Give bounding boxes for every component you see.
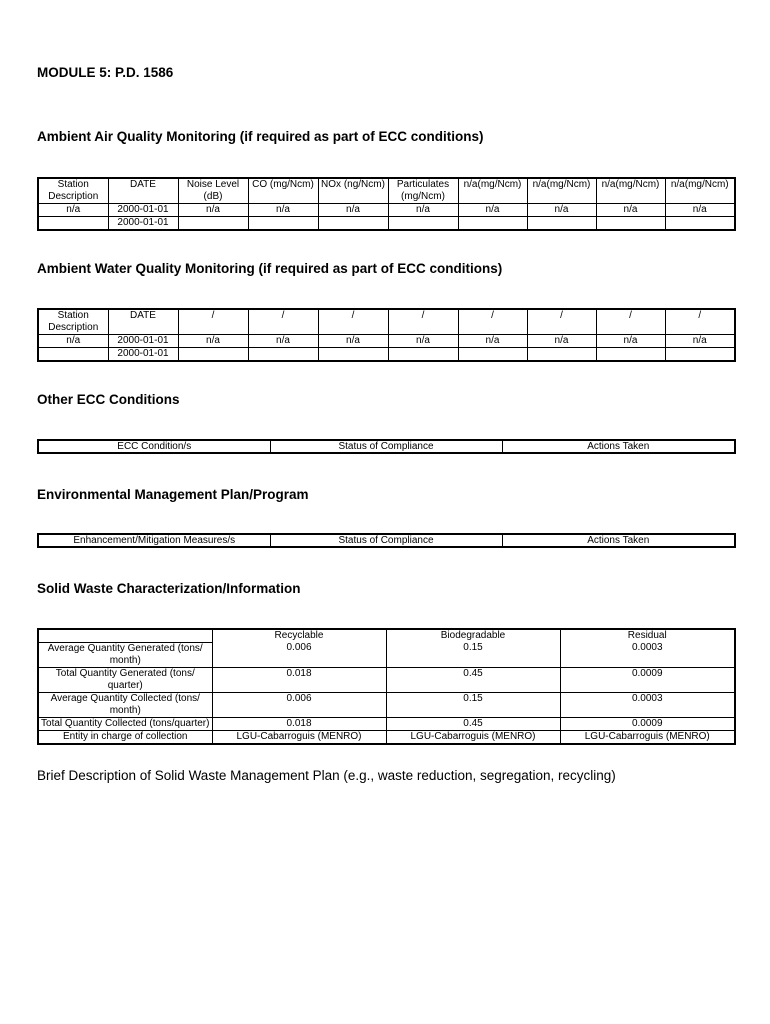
header-cell: / xyxy=(248,309,318,335)
header-cell: / xyxy=(388,309,458,335)
ecc-body xyxy=(38,440,735,453)
table-cell xyxy=(38,217,108,231)
table-cell: 0.006 xyxy=(212,642,386,667)
table-cell xyxy=(248,348,318,362)
header-cell: Station Description xyxy=(38,178,108,204)
table-cell: n/a xyxy=(178,204,248,217)
table-cell: n/a xyxy=(38,204,108,217)
table-cell: n/a xyxy=(388,335,458,348)
table-cell xyxy=(596,217,665,231)
header-cell: Actions Taken xyxy=(502,440,735,453)
air-quality-heading: Ambient Air Quality Monitoring (if required as part of ECC conditions) xyxy=(37,129,484,144)
table-cell: 2000-01-01 xyxy=(108,204,178,217)
header-cell: n/a(mg/Ncm) xyxy=(527,178,596,204)
table-row xyxy=(38,335,735,348)
table-row xyxy=(38,667,735,692)
header-cell: DATE xyxy=(108,178,178,204)
emp-heading: Environmental Management Plan/Program xyxy=(37,487,309,502)
table-row xyxy=(38,692,735,717)
table-cell: 0.018 xyxy=(212,667,386,692)
header-cell xyxy=(38,629,212,642)
row-label xyxy=(38,692,212,717)
table-row xyxy=(38,730,735,744)
header-cell: / xyxy=(178,309,248,335)
header-cell: / xyxy=(596,309,665,335)
table-row xyxy=(38,217,735,231)
row-label: Average Quantity Generated (tons/ month) xyxy=(38,642,212,667)
table-cell: 0.15 xyxy=(386,692,560,717)
table-cell: n/a xyxy=(318,204,388,217)
water-quality-body xyxy=(38,309,735,361)
table-header-row xyxy=(38,534,735,547)
table-cell xyxy=(178,217,248,231)
table-cell: 0.0009 xyxy=(560,667,735,692)
table-row xyxy=(38,348,735,362)
table-cell: 0.15 xyxy=(386,642,560,667)
table-cell: n/a xyxy=(388,204,458,217)
row-label-text: Average Quantity Collected (tons/ month) xyxy=(50,692,200,716)
header-cell: CO (mg/Ncm) xyxy=(248,178,318,204)
row-label: Entity in charge of collection xyxy=(38,730,212,744)
header-cell: Residual xyxy=(560,629,735,642)
table-cell: 0.018 xyxy=(212,717,386,730)
ecc-table xyxy=(37,439,736,454)
solid-waste-body xyxy=(38,629,735,744)
header-cell: n/a(mg/Ncm) xyxy=(596,178,665,204)
table-cell: 0.0003 xyxy=(560,692,735,717)
table-cell: 0.45 xyxy=(386,717,560,730)
table-cell xyxy=(318,348,388,362)
solid-waste-heading: Solid Waste Characterization/Information xyxy=(37,581,301,596)
air-quality-table xyxy=(37,177,736,231)
solid-waste-table xyxy=(37,628,736,745)
header-cell: n/a(mg/Ncm) xyxy=(665,178,735,204)
header-cell: DATE xyxy=(108,309,178,335)
module-title: MODULE 5: P.D. 1586 xyxy=(37,65,174,80)
row-label: Total Quantity Generated (tons/ quarter) xyxy=(38,667,212,692)
air-quality-body xyxy=(38,178,735,230)
header-cell: / xyxy=(527,309,596,335)
table-row xyxy=(38,642,735,667)
table-cell xyxy=(318,217,388,231)
table-cell: 0.006 xyxy=(212,692,386,717)
table-cell xyxy=(458,348,527,362)
header-cell: n/a(mg/Ncm) xyxy=(458,178,527,204)
table-cell: n/a xyxy=(248,204,318,217)
table-header-row xyxy=(38,309,735,335)
table-cell xyxy=(665,348,735,362)
table-cell: n/a xyxy=(318,335,388,348)
table-cell xyxy=(527,348,596,362)
table-cell xyxy=(178,348,248,362)
table-header-row xyxy=(38,440,735,453)
header-cell: Particulates (mg/Ncm) xyxy=(388,178,458,204)
water-quality-table xyxy=(37,308,736,362)
header-cell: Recyclable xyxy=(212,629,386,642)
table-cell: 0.0003 xyxy=(560,642,735,667)
table-header-row xyxy=(38,629,735,642)
table-cell: n/a xyxy=(665,204,735,217)
header-cell: ECC Condition/s xyxy=(38,440,270,453)
table-cell: LGU-Cabarroguis (MENRO) xyxy=(212,730,386,744)
table-cell: n/a xyxy=(665,335,735,348)
header-cell: / xyxy=(318,309,388,335)
table-cell: n/a xyxy=(527,335,596,348)
header-cell: Enhancement/Mitigation Measures/s xyxy=(38,534,270,547)
table-cell xyxy=(248,217,318,231)
ecc-heading: Other ECC Conditions xyxy=(37,392,180,407)
table-cell: n/a xyxy=(596,335,665,348)
table-cell: LGU-Cabarroguis (MENRO) xyxy=(560,730,735,744)
table-row xyxy=(38,717,735,730)
water-quality-heading: Ambient Water Quality Monitoring (if required as part of ECC conditions) xyxy=(37,261,503,276)
table-cell: n/a xyxy=(178,335,248,348)
table-row xyxy=(38,204,735,217)
header-cell: / xyxy=(665,309,735,335)
header-cell: Status of Compliance xyxy=(270,440,502,453)
table-cell: 0.45 xyxy=(386,667,560,692)
header-cell: / xyxy=(458,309,527,335)
table-cell: n/a xyxy=(596,204,665,217)
table-cell: 0.0009 xyxy=(560,717,735,730)
table-cell xyxy=(527,217,596,231)
header-cell: Biodegradable xyxy=(386,629,560,642)
header-cell: NOx (ng/Ncm) xyxy=(318,178,388,204)
header-cell: Station Description xyxy=(38,309,108,335)
table-cell: LGU-Cabarroguis (MENRO) xyxy=(386,730,560,744)
table-cell: n/a xyxy=(458,335,527,348)
table-cell xyxy=(665,217,735,231)
table-cell: n/a xyxy=(458,204,527,217)
header-cell: Actions Taken xyxy=(502,534,735,547)
header-cell: Status of Compliance xyxy=(270,534,502,547)
table-cell xyxy=(388,348,458,362)
table-cell: 2000-01-01 xyxy=(108,217,178,231)
table-cell: 2000-01-01 xyxy=(108,335,178,348)
emp-body xyxy=(38,534,735,547)
table-cell xyxy=(596,348,665,362)
table-cell xyxy=(38,348,108,362)
table-header-row xyxy=(38,178,735,204)
table-cell: n/a xyxy=(248,335,318,348)
table-cell: n/a xyxy=(527,204,596,217)
table-cell xyxy=(458,217,527,231)
table-cell: 2000-01-01 xyxy=(108,348,178,362)
row-label: Total Quantity Collected (tons/quarter) xyxy=(38,717,212,730)
brief-description-label: Brief Description of Solid Waste Management Plan (e.g., waste reduction, segregation, recycling) xyxy=(37,768,616,783)
header-cell: Noise Level (dB) xyxy=(178,178,248,204)
emp-table xyxy=(37,533,736,548)
table-cell: n/a xyxy=(38,335,108,348)
table-cell xyxy=(388,217,458,231)
